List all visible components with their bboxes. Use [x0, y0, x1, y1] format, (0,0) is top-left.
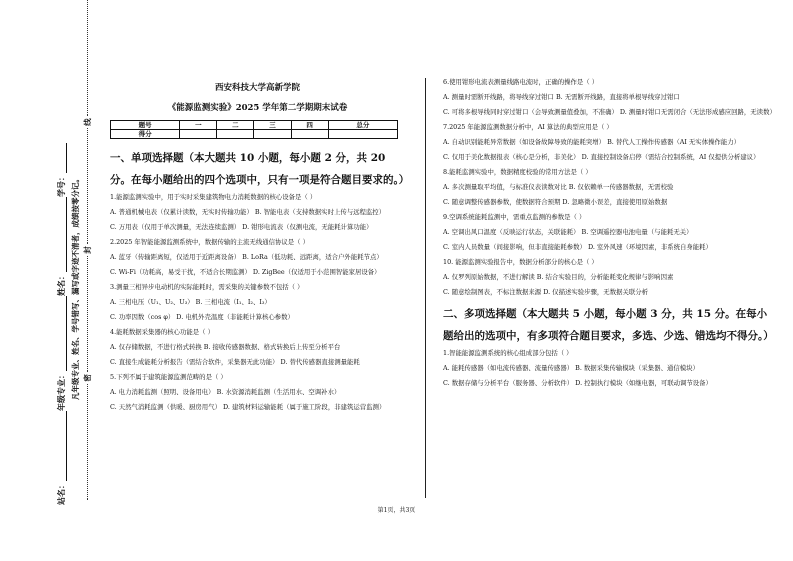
right-column	[443, 76, 776, 392]
question-options: C. 功率因数（cos φ） D. 电机外壳温度（非能耗计算核心参数）	[110, 313, 294, 321]
question-options: C. 数据存储与分析平台（服务器、分析软件） D. 控制执行模块（如继电器，可联动调节设备）	[443, 378, 712, 387]
school-name: 西安科技大学高新学院	[214, 83, 300, 93]
page-footer: 第1页，共3页	[377, 507, 416, 514]
question-stem: 9.空调系统能耗监测中，需重点监测的参数是（ ）	[443, 213, 586, 221]
question-options: A. 蓝牙（传输距离短，仅适用于近距离设备） B. LoRa（低功耗、远距离，适合户外能耗节点）	[110, 253, 383, 261]
question-stem: 1.能源监测实验中，用于实时采集建筑物电力消耗数据的核心设备是（ ）	[110, 193, 317, 201]
question-stem: 5.下列不属于建筑能源监测范畴的是（ ）	[110, 373, 227, 381]
student-id-field[interactable]: 学号：	[56, 143, 67, 197]
question-stem: 7.2025 年能源监测数据分析中，AI 算法的典型应用是（ ）	[443, 123, 613, 131]
section1-heading: 一、单项选择题（本大题共 10 小题，每小题 2 分，共 20 分。在每小题给出的四个选项中，只有一项是符合题目要求的。）	[110, 152, 410, 186]
question-stem: 8.能耗监测实验中，数据精度校验的常用方法是（ ）	[443, 168, 592, 176]
question-options: A. 仅存储数据，不进行格式转换 B. 接收传感器数据、格式转换后上传至分析平台	[110, 343, 341, 351]
question-options: C. 随意调整传感器参数，使数据符合预期 D. 忽略微小误差，直接使用原始数据	[443, 198, 668, 206]
question-stem: 10. 能源监测实验报告中，数据分析部分的核心是（ ）	[443, 258, 598, 266]
notice-text: 凡年级专业、姓名、学号错写、漏写或字迹不清者，成绩按零分记。	[71, 175, 80, 400]
score-table: 题号 一 二 三 四 总分 得分	[110, 120, 398, 139]
question-options: C. 直接生成能耗分析报告（需结合软件，采集器无此功能） D. 替代传感器直接测量能耗	[110, 358, 360, 366]
seal-line: 密 封 线	[82, 0, 93, 500]
question-options: C. Wi-Fi（功耗高，易受干扰，不适合长期监测） D. ZigBee（仅适用于小范围智能家居设备）	[110, 268, 381, 276]
question-options: C. 室内人员数量（间接影响，但非直接能耗参数） D. 室外风速（环境因素，非系统自身能耗）	[443, 243, 712, 251]
student-info-fields	[56, 140, 67, 505]
question-options: A. 空调出风口温度（反映运行状态，关联能耗） B. 空调遥控器电池电量（与能耗无关）	[443, 228, 693, 236]
question-options: C. 随意绘制图表，不标注数据来源 D. 仅描述实验步骤，无数据关联分析	[443, 288, 649, 296]
question-options: A. 电力消耗监测（照明、设备用电） B. 水资源消耗监测（生活用水、空调补水）	[110, 388, 341, 396]
question-options: C. 可将多根导线同时穿过钳口（会导致测量值叠加，不准确） D. 测量时钳口无需闭合（无法形成感应回路，无读数）	[443, 108, 776, 116]
column-divider	[425, 78, 426, 498]
question-options: A. 仅罗列原始数据，不进行解读 B. 结合实验目的，分析能耗变化规律与影响因素	[443, 273, 674, 281]
question-options: C. 仅用于美化数据报表（核心是分析，非美化） D. 直接控制设备启停（需结合控制系统，AI 仅提供分析建议）	[443, 153, 760, 161]
binding-margin	[0, 0, 100, 561]
question-stem: 6.使用钳形电流表测量线路电流时，正确的操作是（ ）	[443, 78, 599, 86]
section1-questions-part2	[443, 76, 776, 299]
section2-heading: 二、多项选择题（本大题共 5 小题，每小题 3 分，共 15 分。在每小题给出的选项中，有多项符合题目要求，多选、少选、错选均不得分。）	[443, 307, 774, 342]
left-column	[110, 78, 410, 416]
question-stem: 3.测量三相异步电动机的实际能耗时，需采集的关键参数不包括（ ）	[110, 283, 304, 291]
name-field[interactable]: 姓名：	[56, 197, 67, 296]
question-stem: 1.智能能源监测系统的核心组成部分包括（ ）	[443, 348, 573, 357]
question-stem: 2.2025 年智能能源监测系统中，数据传输的主流无线通信协议是（ ）	[110, 238, 309, 246]
exam-title: 《能源监测实验》2025 学年第二学期期末试卷	[167, 103, 348, 113]
section1-questions-part1	[110, 191, 405, 414]
major-field[interactable]: 年级专业：	[56, 296, 67, 411]
question-options: A. 普通机械电表（仅累计读数，无实时传输功能） B. 智能电表（支持数据实时上传与远程监控）	[110, 208, 386, 216]
question-options: A. 多次测量取平均值，与标准仪表读数对比 B. 仅依赖单一传感器数据，无需校验	[443, 183, 674, 191]
question-options: A. 能耗传感器（如电流传感器、流量传感器） B. 数据采集传输模块（采集器、通信模块）	[443, 363, 699, 372]
question-options: A. 测量时需断开线路，将导线穿过钳口 B. 无需断开线路，直接将单根导线穿过钳口	[443, 93, 680, 101]
question-options: C. 天然气消耗监测（供暖、厨房用气） D. 建筑材料运输能耗（属于施工阶段，非建筑运营监测）	[110, 403, 386, 411]
question-options: A. 自动识别能耗异常数据（如设备故障导致的能耗突增） B. 替代人工操作传感器（AI 无实体操作能力）	[443, 138, 741, 146]
question-stem: 4.能耗数据采集器的核心功能是（ ）	[110, 328, 214, 336]
question-options: C. 万用表（仅用于单次测量，无法连续监测） D. 钳形电流表（仅测电流，无能耗计算功能）	[110, 223, 373, 231]
station-field[interactable]: 站名：	[56, 411, 67, 505]
section2-questions	[443, 347, 773, 390]
question-options: A. 三相电压（U₁、U₂、U₃） B. 三相电流（I₁、I₂、I₃）	[110, 298, 271, 306]
